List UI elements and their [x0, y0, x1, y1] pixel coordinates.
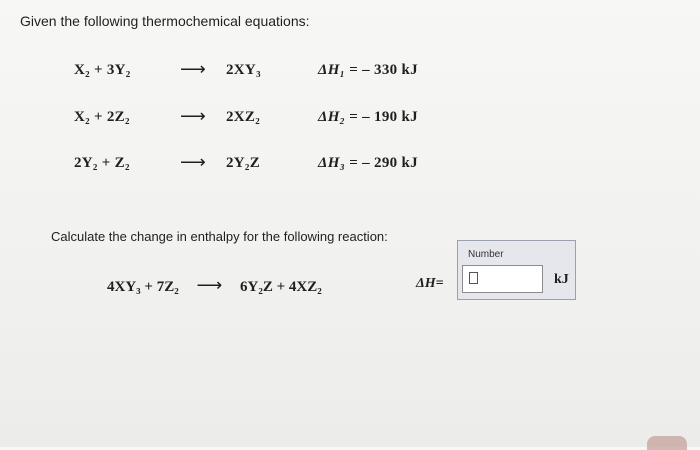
enthalpy-answer-input[interactable] [462, 265, 543, 293]
equation-1-dh-label: ΔH₁ [318, 62, 346, 78]
equation-3-arrow: ⟶ [180, 152, 207, 172]
equation-1-enthalpy [318, 62, 418, 79]
equation-3-dh-value: = – 290 kJ [349, 155, 418, 171]
equation-2-rhs: 2XZ₂ [226, 109, 261, 125]
target-reaction [107, 275, 322, 296]
question-prompt: Calculate the change in enthalpy for the following reaction: [51, 229, 388, 244]
equation-2-dh-value: = – 190 kJ [349, 109, 418, 125]
equation-3-rhs: 2Y₂Z [226, 155, 261, 171]
target-reaction-lhs: 4XY₃ + 7Z₂ [107, 279, 179, 295]
number-answer-box [457, 240, 576, 300]
corner-decoration [647, 436, 687, 450]
equation-3-lhs: 2Y₂ + Z₂ [74, 155, 130, 171]
equation-3-dh-label: ΔH₃ [318, 155, 346, 171]
equation-1-dh-value: = – 330 kJ [349, 62, 418, 78]
equation-2-arrow: ⟶ [180, 106, 207, 126]
equation-1-arrow: ⟶ [180, 59, 207, 79]
equation-2-dh-label: ΔH₂ [318, 109, 346, 125]
delta-h-label: ΔH= [416, 276, 444, 291]
target-reaction-rhs: 6Y₂Z + 4XZ₂ [240, 279, 322, 295]
equation-1-lhs: X₂ + 3Y₂ [74, 62, 131, 78]
equation-3-enthalpy [318, 155, 418, 172]
question-title: Given the following thermochemical equations: [20, 13, 310, 29]
equation-2-enthalpy [318, 109, 418, 126]
equation-2-lhs: X₂ + 2Z₂ [74, 109, 130, 125]
target-reaction-arrow: ⟶ [196, 275, 223, 295]
number-label: Number [468, 249, 504, 260]
unit-label: kJ [554, 272, 569, 287]
equation-1-rhs: 2XY₃ [226, 62, 261, 78]
